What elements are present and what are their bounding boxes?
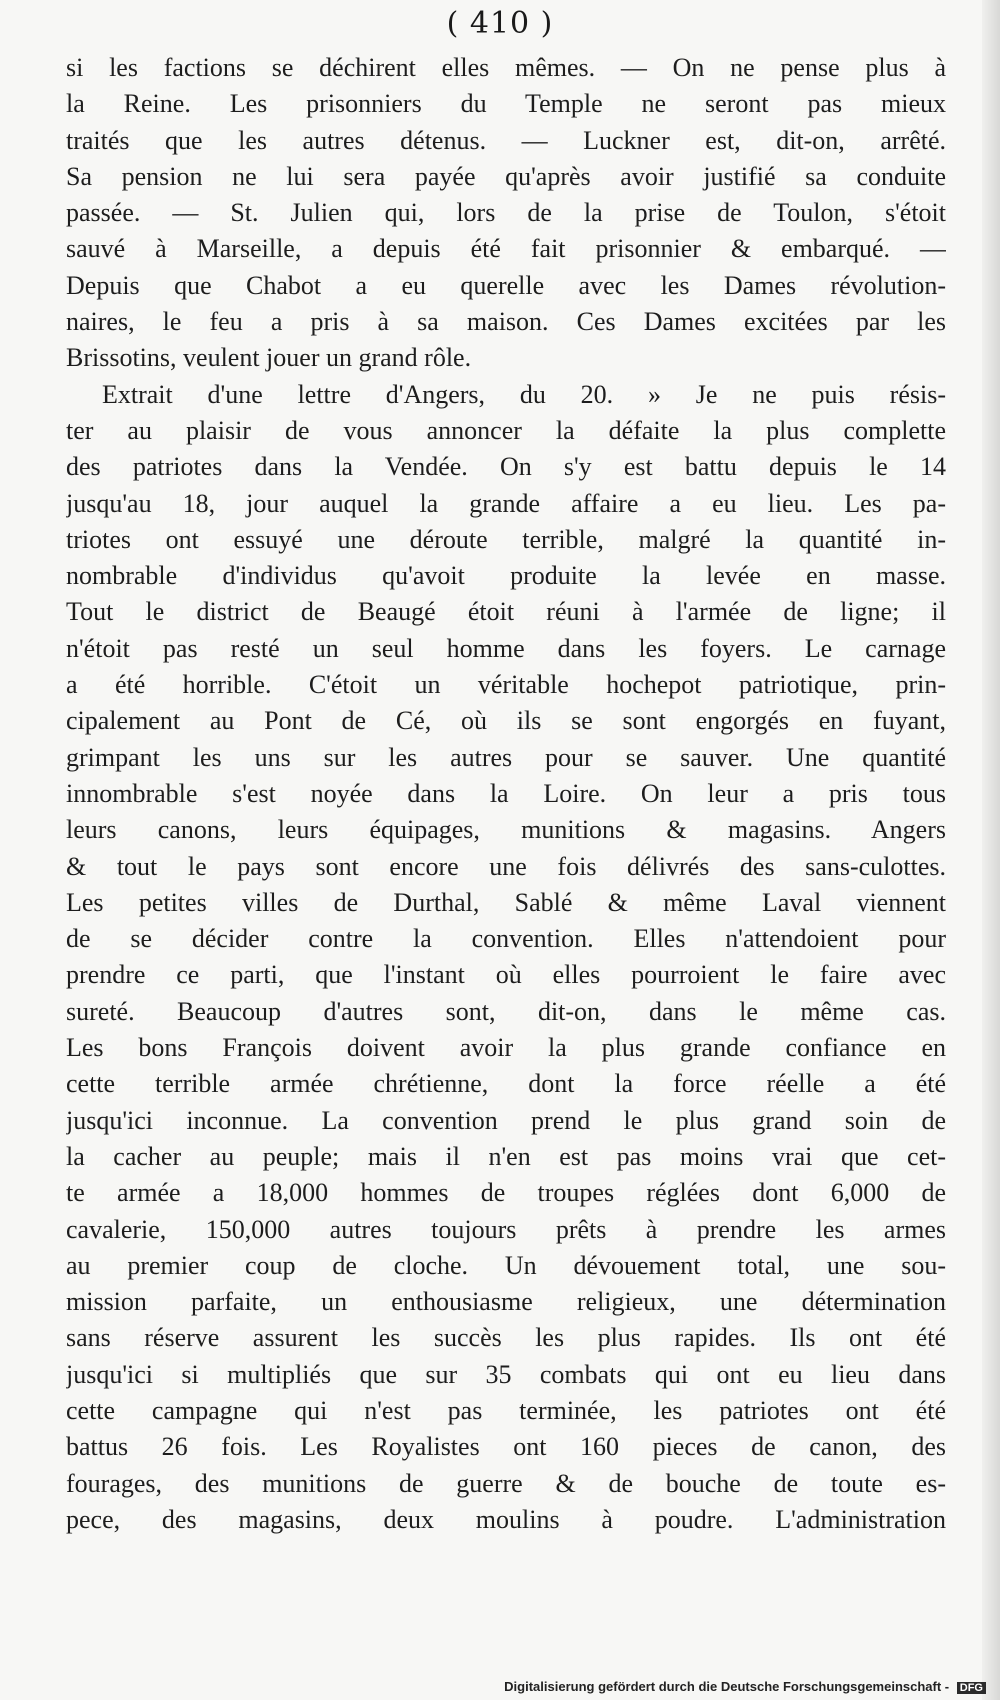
text-line: grimpant les uns sur les autres pour se sauver. Une quantité (66, 742, 946, 772)
text-line: fourages, des munitions de guerre & de bouche de toute es- (66, 1468, 946, 1498)
page-number: ( 410 ) (446, 6, 554, 41)
text-line: te armée a 18,000 hommes de troupes réglées dont 6,000 de (66, 1178, 946, 1208)
text-line: jusqu'ici si multipliés que sur 35 combats qui ont eu lieu dans (66, 1359, 946, 1389)
text-line: cavalerie, 150,000 autres toujours prêts à prendre les armes (66, 1214, 946, 1244)
text-line: traités que les autres détenus. — Luckner est, dit-on, arrêté. (66, 125, 946, 155)
text-line: triotes ont essuyé une déroute terrible, malgré la quantité in- (66, 524, 946, 554)
text-line: jusqu'ici inconnue. La convention prend le plus grand soin de (66, 1105, 946, 1135)
text-line: si les factions se déchirent elles mêmes. — On ne pense plus à (66, 53, 946, 82)
text-line: des patriotes dans la Vendée. On s'y est battu depuis le 14 (66, 452, 946, 482)
text-line: sauvé à Marseille, a depuis été fait prisonnier & embarqué. — (66, 234, 946, 264)
dfg-logo: DFG (957, 1682, 986, 1694)
text-line: mission parfaite, un enthousiasme religieux, une détermination (66, 1287, 946, 1317)
text-line: Sa pension ne lui sera payée qu'après avoir justifié sa conduite (66, 161, 946, 191)
text-line: battus 26 fois. Les Royalistes ont 160 pieces de canon, des (66, 1432, 946, 1462)
text-line: Les bons François doivent avoir la plus grande confiance en (66, 1033, 946, 1063)
text-line: passée. — St. Julien qui, lors de la prise de Toulon, s'étoit (66, 198, 946, 228)
body-text (66, 50, 946, 1595)
text-line: ter au plaisir de vous annoncer la défaite la plus complette (66, 415, 946, 445)
text-line: cette terrible armée chrétienne, dont la force réelle a été (66, 1069, 946, 1099)
text-line: la cacher au peuple; mais il n'en est pas moins vrai que cet- (66, 1141, 946, 1171)
text-line: au premier coup de cloche. Un dévouement total, une sou- (66, 1250, 946, 1280)
text-line: cette campagne qui n'est pas terminée, les patriotes ont été (66, 1395, 946, 1425)
text-line: & tout le pays sont encore une fois délivrés des sans-culottes. (66, 851, 946, 881)
text-line: sans réserve assurent les succès les plus rapides. Ils ont été (66, 1323, 946, 1353)
text-line: pece, des magasins, deux moulins à poudre. L'administration (66, 1504, 946, 1534)
text-line: naires, le feu a pris à sa maison. Ces Dames excitées par les (66, 307, 946, 337)
digitization-credit (504, 1679, 986, 1694)
text-line: sureté. Beaucoup d'autres sont, dit-on, dans le même cas. (66, 996, 946, 1026)
text-line: prendre ce parti, que l'instant où elles pourroient le faire avec (66, 960, 946, 990)
credit-text: Digitalisierung gefördert durch die Deutsche Forschungsgemeinschaft - (504, 1679, 950, 1694)
page-edge-shadow (982, 0, 1000, 1700)
text-line: Les petites villes de Durthal, Sablé & même Laval viennent (66, 887, 946, 917)
text-line: Depuis que Chabot a eu querelle avec les Dames révolution- (66, 270, 946, 300)
text-line: la Reine. Les prisonniers du Temple ne seront pas mieux (66, 89, 946, 119)
text-line: jusqu'au 18, jour auquel la grande affaire a eu lieu. Les pa- (66, 488, 946, 518)
text-line: de se décider contre la convention. Elles n'attendoient pour (66, 924, 946, 954)
text-line: leurs canons, leurs équipages, munitions & magasins. Angers (66, 815, 946, 845)
text-line: n'étoit pas resté un seul homme dans les foyers. Le carnage (66, 633, 946, 663)
text-line: nombrable d'individus qu'avoit produite la levée en masse. (66, 561, 946, 591)
text-line: Extrait d'une lettre d'Angers, du 20. » Je ne puis résis- (102, 379, 946, 409)
text-line: innombrable s'est noyée dans la Loire. On leur a pris tous (66, 778, 946, 808)
text-line: a été horrible. C'étoit un véritable hochepot patriotique, prin- (66, 670, 946, 700)
text-line: Brissotins, veulent jouer un grand rôle. (66, 343, 472, 373)
text-line: cipalement au Pont de Cé, où ils se sont engorgés en fuyant, (66, 706, 946, 736)
text-line: Tout le district de Beaugé étoit réuni à l'armée de ligne; il (66, 597, 946, 627)
